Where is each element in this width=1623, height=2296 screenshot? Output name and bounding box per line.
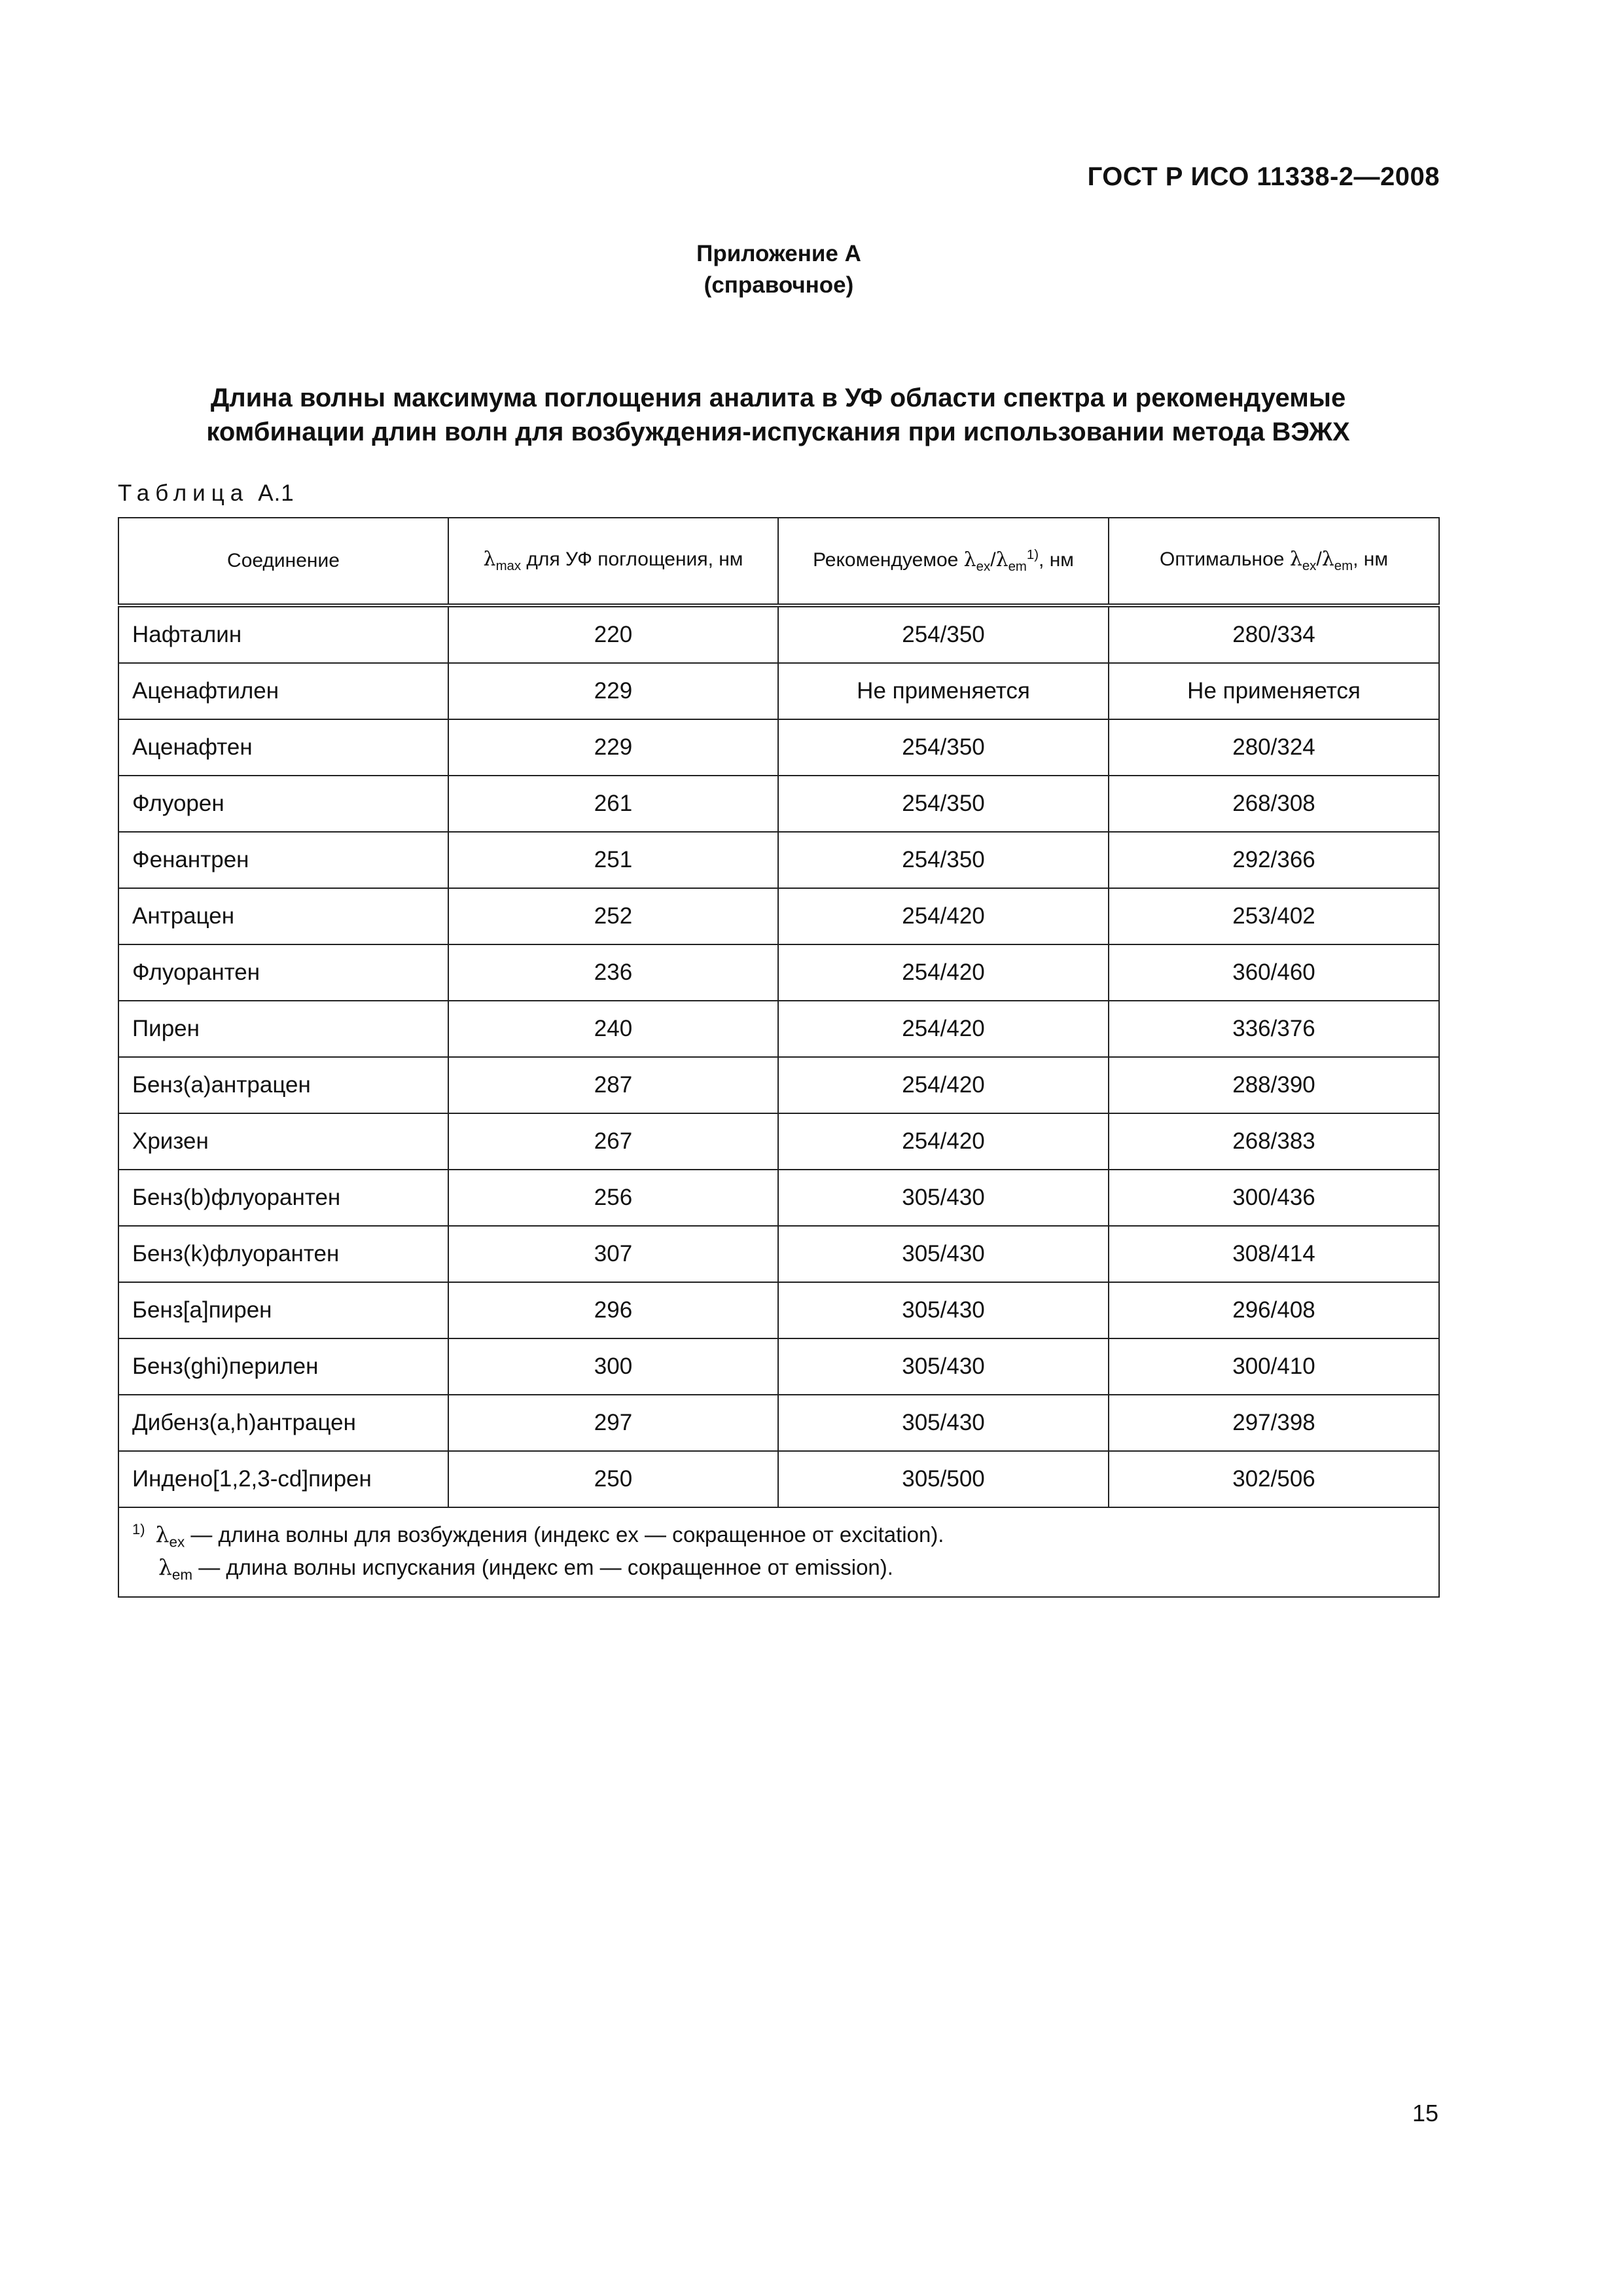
cell-recommended: 305/430 — [778, 1338, 1109, 1395]
header-compound: Соединение — [118, 518, 448, 605]
header-recommended-footnote-ref: 1) — [1026, 547, 1039, 562]
footnote-lambda-em: λ — [158, 1554, 172, 1580]
cell-lambda-max: 307 — [448, 1226, 778, 1282]
header-recommended-prefix: Рекомендуемое — [813, 548, 964, 571]
cell-compound: Бенз(b)флуорантен — [118, 1170, 448, 1226]
header-recommended-sub-em: em — [1008, 559, 1027, 574]
cell-compound: Дибенз(a,h)антрацен — [118, 1395, 448, 1451]
table-row — [118, 1113, 1439, 1170]
cell-lambda-max: 267 — [448, 1113, 778, 1170]
table-footnote-row — [118, 1507, 1439, 1597]
cell-lambda-max: 261 — [448, 776, 778, 832]
footnote-mark: 1) — [132, 1521, 145, 1537]
cell-optimal: 336/376 — [1109, 1001, 1439, 1057]
footnote-lambda-ex: λ — [155, 1522, 169, 1547]
table-row — [118, 1226, 1439, 1282]
cell-optimal: 296/408 — [1109, 1282, 1439, 1338]
cell-lambda-max: 250 — [448, 1451, 778, 1507]
table-row — [118, 944, 1439, 1001]
table-row — [118, 1001, 1439, 1057]
cell-lambda-max: 256 — [448, 1170, 778, 1226]
footnote-text-ex: — длина волны для возбуждения (индекс ex — сокращенное от excitation). — [185, 1522, 944, 1547]
cell-compound: Бенз(ghi)перилен — [118, 1338, 448, 1395]
cell-recommended: 254/350 — [778, 832, 1109, 888]
cell-optimal: 297/398 — [1109, 1395, 1439, 1451]
header-recommended — [778, 518, 1109, 605]
header-optimal-suffix: , нм — [1353, 548, 1388, 570]
cell-optimal: 268/308 — [1109, 776, 1439, 832]
table-row — [118, 1395, 1439, 1451]
header-lambda-max — [448, 518, 778, 605]
cell-lambda-max: 300 — [448, 1338, 778, 1395]
header-recommended-slash: / — [990, 548, 996, 571]
cell-compound: Бенз(а)антрацен — [118, 1057, 448, 1113]
cell-recommended: 305/430 — [778, 1170, 1109, 1226]
cell-recommended: 254/350 — [778, 719, 1109, 776]
table-caption-word: Таблица — [118, 480, 249, 506]
cell-compound: Флуорантен — [118, 944, 448, 1001]
cell-recommended: 305/430 — [778, 1226, 1109, 1282]
document-code: ГОСТ Р ИСО 11338-2—2008 — [1087, 162, 1440, 191]
cell-compound: Пирен — [118, 1001, 448, 1057]
cell-optimal: 280/334 — [1109, 605, 1439, 663]
appendix-heading — [0, 238, 1558, 301]
cell-lambda-max: 220 — [448, 605, 778, 663]
table-footnote — [118, 1507, 1439, 1597]
header-recommended-lambda-ex: λ — [963, 548, 976, 571]
title-line-2: комбинации длин волн для возбуждения-испускания при использовании метода ВЭЖХ — [206, 418, 1350, 446]
document-title — [118, 381, 1438, 449]
table-caption-number: А.1 — [258, 480, 294, 506]
cell-lambda-max: 240 — [448, 1001, 778, 1057]
table-row — [118, 1282, 1439, 1338]
header-optimal-sub-em: em — [1334, 559, 1353, 573]
table-header-row — [118, 518, 1439, 605]
header-recommended-suffix: , нм — [1039, 548, 1074, 571]
header-optimal-slash: / — [1316, 548, 1322, 570]
footnote-text-em: — длина волны испускания (индекс em — сокращенное от emission). — [192, 1554, 893, 1579]
cell-optimal: Не применяется — [1109, 663, 1439, 719]
footnote-sub-ex: ex — [169, 1534, 185, 1551]
cell-recommended: 305/430 — [778, 1282, 1109, 1338]
cell-lambda-max: 252 — [448, 888, 778, 944]
cell-optimal: 288/390 — [1109, 1057, 1439, 1113]
cell-optimal: 300/436 — [1109, 1170, 1439, 1226]
appendix-type: (справочное) — [704, 272, 854, 298]
footnote-line-2 — [132, 1555, 1425, 1588]
cell-compound: Хризен — [118, 1113, 448, 1170]
cell-optimal: 300/410 — [1109, 1338, 1439, 1395]
header-lambda-max-sub: max — [495, 559, 522, 573]
header-optimal-lambda-ex: λ — [1289, 548, 1302, 571]
cell-lambda-max: 297 — [448, 1395, 778, 1451]
header-optimal-prefix: Оптимальное — [1160, 548, 1290, 570]
cell-recommended: 305/500 — [778, 1451, 1109, 1507]
cell-compound: Бенз[a]пирен — [118, 1282, 448, 1338]
cell-optimal: 302/506 — [1109, 1451, 1439, 1507]
cell-compound: Аценафтен — [118, 719, 448, 776]
cell-optimal: 253/402 — [1109, 888, 1439, 944]
cell-optimal: 268/383 — [1109, 1113, 1439, 1170]
cell-recommended: 254/350 — [778, 605, 1109, 663]
header-recommended-sub-ex: ex — [976, 559, 991, 574]
cell-compound: Индено[1,2,3-cd]пирен — [118, 1451, 448, 1507]
cell-recommended: 254/420 — [778, 1001, 1109, 1057]
header-lambda-max-text: для УФ поглощения, нм — [521, 548, 743, 570]
cell-optimal: 360/460 — [1109, 944, 1439, 1001]
table-row — [118, 1170, 1439, 1226]
cell-optimal: 280/324 — [1109, 719, 1439, 776]
cell-recommended: 305/430 — [778, 1395, 1109, 1451]
cell-recommended: 254/420 — [778, 1113, 1109, 1170]
table-row — [118, 663, 1439, 719]
table-row — [118, 832, 1439, 888]
cell-lambda-max: 236 — [448, 944, 778, 1001]
cell-compound: Флуорен — [118, 776, 448, 832]
header-optimal — [1109, 518, 1439, 605]
header-lambda-max-symbol: λ — [483, 548, 496, 571]
cell-recommended: 254/350 — [778, 776, 1109, 832]
cell-recommended: Не применяется — [778, 663, 1109, 719]
header-optimal-lambda-em: λ — [1321, 548, 1334, 571]
appendix-label: Приложение А — [696, 241, 861, 266]
table-row — [118, 1057, 1439, 1113]
cell-compound: Аценафтилен — [118, 663, 448, 719]
table-row — [118, 776, 1439, 832]
table-caption — [118, 480, 294, 507]
cell-recommended: 254/420 — [778, 1057, 1109, 1113]
table-row — [118, 1338, 1439, 1395]
table-row — [118, 1451, 1439, 1507]
cell-compound: Нафталин — [118, 605, 448, 663]
table-row — [118, 888, 1439, 944]
cell-lambda-max: 229 — [448, 719, 778, 776]
cell-optimal: 292/366 — [1109, 832, 1439, 888]
cell-lambda-max: 296 — [448, 1282, 778, 1338]
cell-optimal: 308/414 — [1109, 1226, 1439, 1282]
wavelength-table — [118, 517, 1440, 1598]
cell-compound: Фенантрен — [118, 832, 448, 888]
header-recommended-lambda-em: λ — [995, 548, 1008, 571]
header-optimal-sub-ex: ex — [1302, 559, 1317, 573]
table-body — [118, 605, 1439, 1597]
cell-lambda-max: 251 — [448, 832, 778, 888]
footnote-line-1 — [132, 1517, 1425, 1555]
cell-recommended: 254/420 — [778, 944, 1109, 1001]
page-number: 15 — [1412, 2100, 1438, 2126]
table-row — [118, 605, 1439, 663]
cell-lambda-max: 287 — [448, 1057, 778, 1113]
cell-lambda-max: 229 — [448, 663, 778, 719]
cell-recommended: 254/420 — [778, 888, 1109, 944]
footnote-sub-em: em — [171, 1566, 193, 1583]
cell-compound: Бенз(k)флуорантен — [118, 1226, 448, 1282]
table-row — [118, 719, 1439, 776]
cell-compound: Антрацен — [118, 888, 448, 944]
title-line-1: Длина волны максимума поглощения аналита в УФ области спектра и рекомендуемые — [210, 384, 1346, 412]
